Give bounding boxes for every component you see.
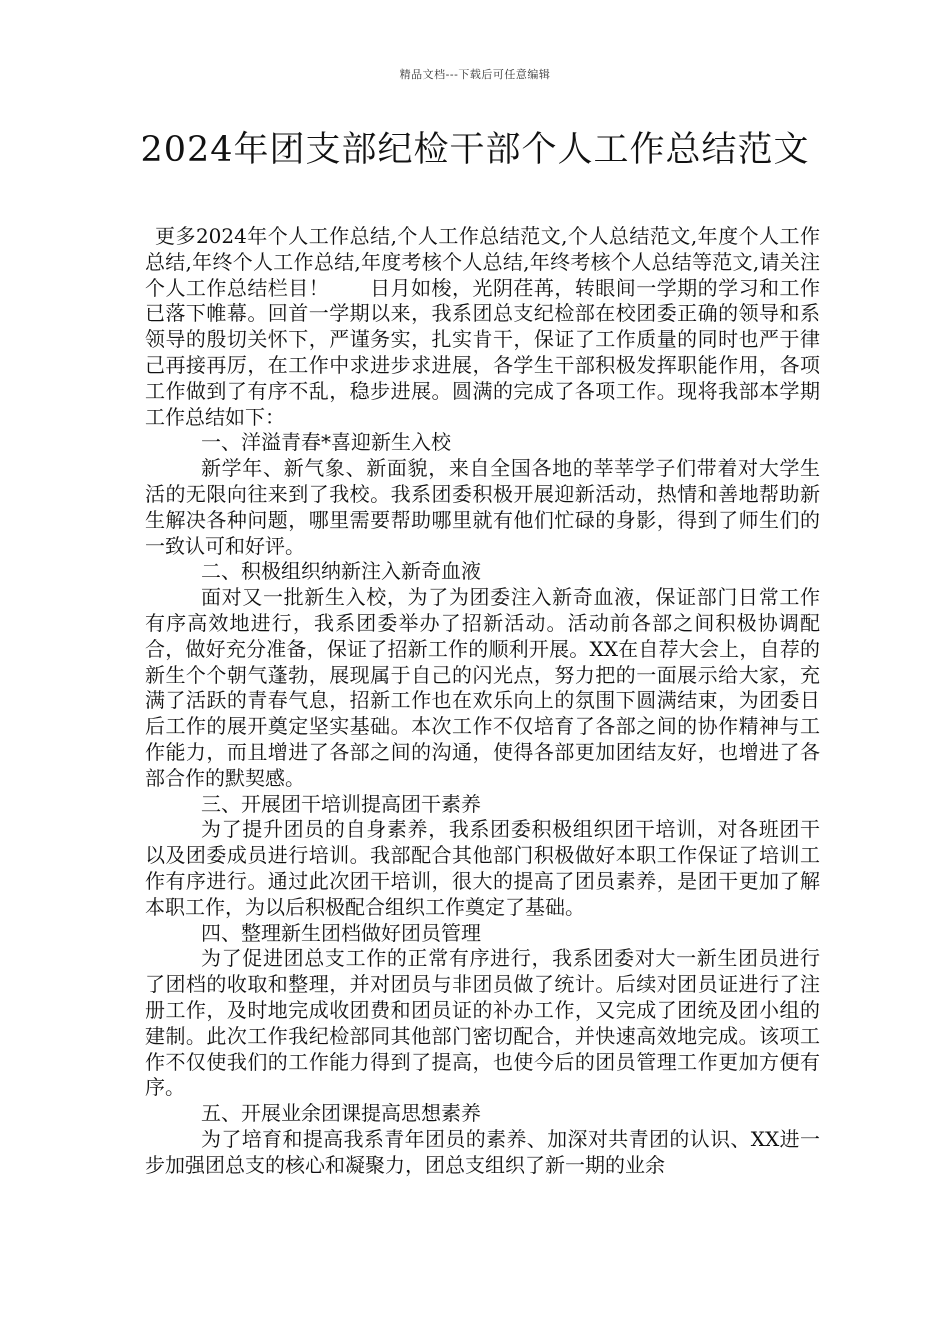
section-heading: 五、开展业余团课提高思想素养 — [201, 1101, 481, 1126]
body-paragraph: 面对又一批新生入校，为了为团委注入新奇血液，保证部门日常工作有序高效地进行，我系团委举办了招新活动。活动前各部之间积极协调配合，做好充分准备，保证了招新工作的顺利开展。XX在自荐大会上，自荐的新生个个朝气蓬勃，展现属于自己的闪光点，努力把的一面展示给大家，充满了活跃的青春气息，招新工作也在欢乐向上的氛围下圆满结束，为团委日后工作的展开奠定坚实基础。本次工作不仅培育了各部之间的协作精神与工作能力，而且增进了各部之间的沟通，使得各部更加团结友好，也增进了各部合作的默契感。 — [145, 585, 820, 790]
section-heading: 一、洋溢青春*喜迎新生入校 — [201, 430, 451, 455]
document-body — [145, 224, 820, 1178]
body-paragraph: 为了培育和提高我系青年团员的素养、加深对共青团的认识、XX进一步加强团总支的核心和凝聚力，团总支组织了新一期的业余 — [145, 1126, 820, 1177]
header-note: 精品文档---下载后可任意编辑 — [399, 68, 551, 81]
section-heading: 三、开展团干培训提高团干素养 — [201, 791, 481, 816]
body-paragraph: 为了促进团总支工作的正常有序进行，我系团委对大一新生团员进行了团档的收取和整理，并对团员与非团员做了统计。后续对团员证进行了注册工作，及时地完成收团费和团员证的补办工作，又完成了团统及团小组的建制。此次工作我纪检部同其他部门密切配合，并快速高效地完成。该项工作不仅使我们的工作能力得到了提高，也使今后的团员管理工作更加方便有序。 — [145, 946, 820, 1100]
body-paragraph: 为了提升团员的自身素养，我系团委积极组织团干培训，对各班团干以及团委成员进行培训。我部配合其他部门积极做好本职工作保证了培训工作有序进行。通过此次团干培训，很大的提高了团员素养，是团干更加了解本职工作，为以后积极配合组织工作奠定了基础。 — [145, 817, 820, 919]
section-heading: 四、整理新生团档做好团员管理 — [201, 920, 481, 945]
intro-paragraph: 更多2024年个人工作总结,个人工作总结范文,个人总结范文,年度个人工作总结,年终个人工作总结,年度考核个人总结,年终考核个人总结等范文,请关注个人工作总结栏目！ 日月如梭，光阴荏苒，转眼间一学期的学习和工作已落下帷幕。回首一学期以来，我系团总支纪检部在校团委正确的领导和系领导的殷切关怀下，严谨务实，扎实肯干，保证了工作质量的同时也严于律己再接再厉，在工作中求进步求进展，各学生干部积极发挥职能作用，各项工作做到了有序不乱，稳步进展。圆满的完成了各项工作。现将我部本学期工作总结如下： — [145, 224, 820, 429]
section-heading: 二、积极组织纳新注入新奇血液 — [201, 559, 481, 584]
page-title: 2024年团支部纪检干部个人工作总结范文 — [140, 130, 810, 170]
body-paragraph: 新学年、新气象、新面貌，来自全国各地的莘莘学子们带着对大学生活的无限向往来到了我校。我系团委积极开展迎新活动，热情和善地帮助新生解决各种问题，哪里需要帮助哪里就有他们忙碌的身影，得到了师生们的一致认可和好评。 — [145, 456, 820, 558]
